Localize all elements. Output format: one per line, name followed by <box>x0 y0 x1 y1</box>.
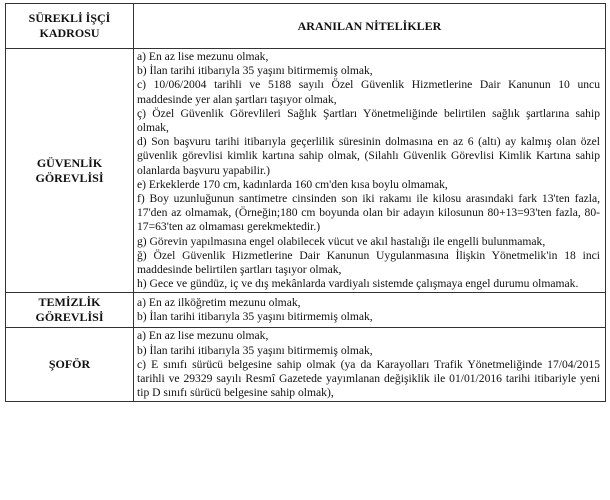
qualification-item: c) 10/06/2004 tarihli ve 5188 sayılı Özel Güvenlik Hizmetlerine Dair Kanunun 10 uncu maddesinde yer alan şartları taşıyor olmak, <box>137 78 600 106</box>
qualifications-cleaning-staff <box>134 293 606 328</box>
qualification-item: d) Son başvuru tarihi itibarıyla geçerlilik süresinin dolmasına en az 6 (altı) ay kalmış olan özel güvenlik görevlisi kimlik kartına sahip olmak, (Silahlı Güvenlik Görevlisi Kimlik Kartına sahip olanlarda başvuru yapabilir.) <box>137 135 600 177</box>
qualification-item: e) Erkeklerde 170 cm, kadınlarda 160 cm'den kısa boylu olmamak, <box>137 177 448 191</box>
position-security-guard: GÜVENLİK GÖREVLİSİ <box>6 49 134 293</box>
qualification-item: b) İlan tarihi itibarıyla 35 yaşını bitirmemiş olmak, <box>137 343 373 357</box>
qualifications-security-guard <box>134 49 606 293</box>
table-row-driver <box>6 328 606 402</box>
table-row-cleaning <box>6 293 606 328</box>
header-qualifications-column: ARANILAN NİTELİKLER <box>134 4 606 49</box>
qualification-item: g) Görevin yapılmasına engel olabilecek vücut ve akıl hastalığı ile engelli bulunmamak, <box>137 234 546 248</box>
requirements-table <box>5 3 606 402</box>
qualification-item: b) İlan tarihi itibarıyla 35 yaşını bitirmemiş olmak, <box>137 64 373 78</box>
position-driver: ŞOFÖR <box>6 328 134 402</box>
qualification-item: a) En az ilköğretim mezunu olmak, <box>137 296 301 310</box>
qualification-item: a) En az lise mezunu olmak, <box>137 329 269 343</box>
header-position-column: SÜREKLİ İŞÇİ KADROSU <box>6 4 134 49</box>
qualifications-driver <box>134 328 606 402</box>
qualification-item: a) En az lise mezunu olmak, <box>137 50 269 63</box>
qualification-item: h) Gece ve gündüz, iç ve dış mekânlarda vardiyalı sistemde çalışmaya engel durumu olmamak. <box>137 277 579 291</box>
position-cleaning-staff: TEMİZLİK GÖREVLİSİ <box>6 293 134 328</box>
table-header-row <box>6 4 606 49</box>
qualification-item: c) E sınıfı sürücü belgesine sahip olmak (ya da Karayolları Trafik Yönetmeliğinde 17/04/2015 tarihli ve 29329 sayılı Resmî Gazetede yayımlanan değişiklik ile 01/01/2016 tarihi itibariyle yeni tip D sınıfı sürücü belgesine sahip olmak), <box>137 357 600 400</box>
qualification-item: f) Boy uzunluğunun santimetre cinsinden son iki rakamı ile kilosu arasındaki fark 13'ten fazla, 17'den az olmamak, (Örneğin;180 cm boyunda olan bir adayın kilosunun 80+13=93'ten fazla, 80-17=63'ten az olmaması gerekmektedir.) <box>137 192 600 234</box>
qualification-item: ğ) Özel Güvenlik Hizmetlerine Dair Kanunun Uygulanmasına İlişkin Yönetmelik'in 18 inci maddesinde belirtilen şartları taşıyor olmak, <box>137 248 600 277</box>
qualification-item: ç) Özel Güvenlik Görevlileri Sağlık Şartları Yönetmeliğinde belirtilen sağlık şartlarına sahip olmak, <box>137 106 600 135</box>
qualification-item: b) İlan tarihi itibarıyla 35 yaşını bitirmemiş olmak, <box>137 310 373 324</box>
table-row-security <box>6 49 606 293</box>
